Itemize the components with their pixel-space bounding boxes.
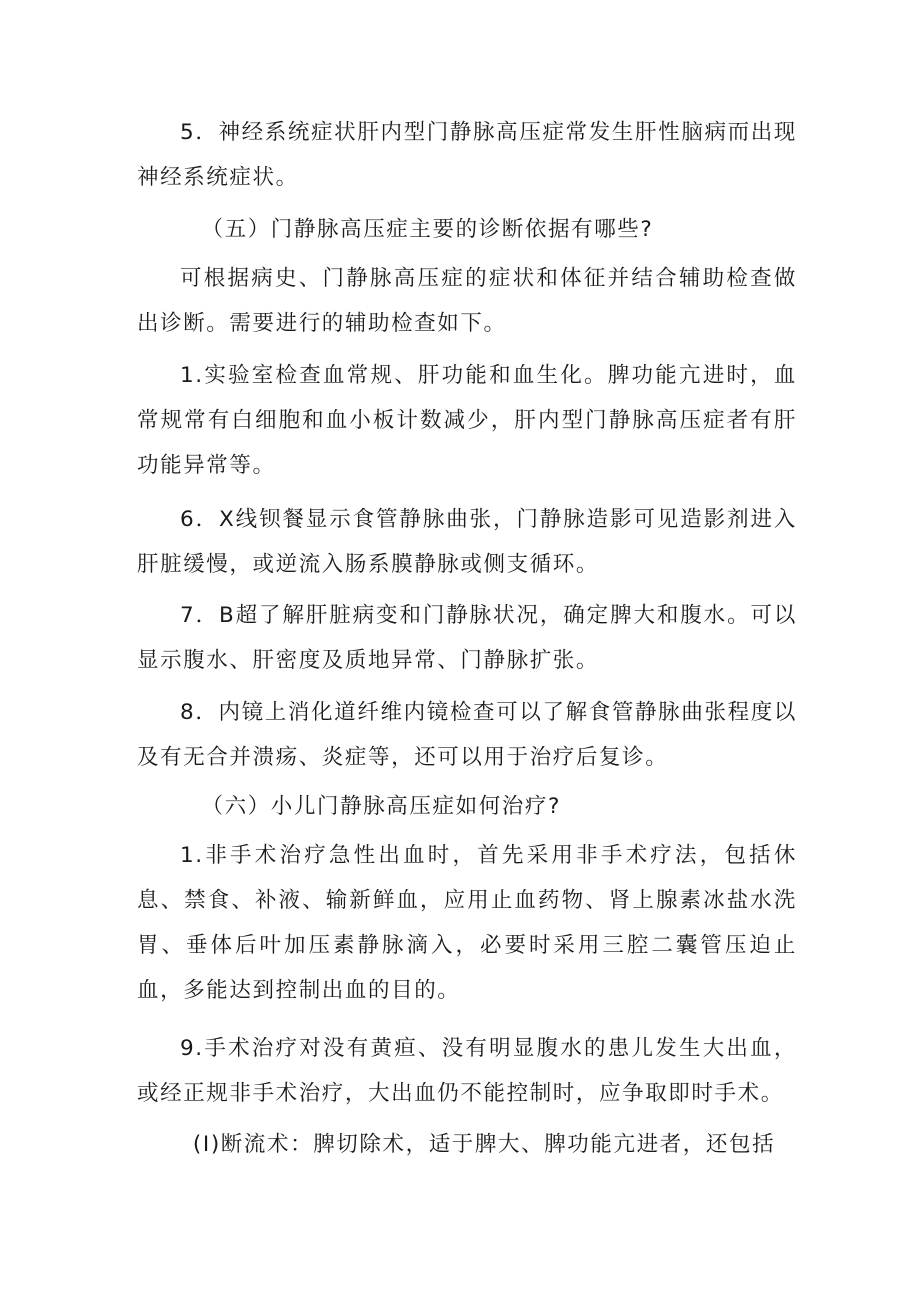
- paragraph-surgical: 9.手术治疗对没有黄疸、没有明显腹水的患儿发生大出血，或经正规非手术治疗，大出血仍不能控制时，应争取即时手术。: [137, 1036, 797, 1106]
- paragraph-ultrasound: 7．B超了解肝脏病变和门静脉状况，确定脾大和腹水。可以显示腹水、肝密度及质地异常、门静脉扩张。: [137, 603, 797, 673]
- section-heading-treatment: （六）小儿门静脉高压症如何治疗?: [201, 794, 562, 819]
- paragraph-devascularization: (I)断流术：脾切除术，适于脾大、脾功能亢进者，还包括: [192, 1132, 776, 1157]
- paragraph-endoscopy: 8．内镜上消化道纤维内镜检查可以了解食管静脉曲张程度以及有无合并溃疡、炎症等，还可以用于治疗后复诊。: [137, 700, 797, 770]
- paragraph-diagnosis-intro: 可根据病史、门静脉高压症的症状和体征并结合辅助检查做出诊断。需要进行的辅助检查如下。: [137, 266, 797, 336]
- section-heading-diagnosis: （五）门静脉高压症主要的诊断依据有哪些?: [201, 217, 654, 242]
- paragraph-neuro-symptoms: 5．神经系统症状肝内型门静脉高压症常发生肝性脑病而出现神经系统症状。: [137, 120, 797, 190]
- paragraph-nonsurgical: 1.非手术治疗急性出血时，首先采用非手术疗法，包括休息、禁食、补液、输新鲜血，应用止血药物、肾上腺素冰盐水洗胃、垂体后叶加压素静脉滴入，必要时采用三腔二囊管压迫止血，多能达到控制出血的目的。: [137, 843, 797, 1003]
- paragraph-lab-tests: 1.实验室检查血常规、肝功能和血生化。脾功能亢进时，血常规常有白细胞和血小板计数减少，肝内型门静脉高压症者有肝功能异常等。: [137, 363, 797, 478]
- paragraph-xray: 6．X线钡餐显示食管静脉曲张，门静脉造影可见造影剂进入肝脏缓慢，或逆流入肠系膜静脉或侧支循环。: [137, 507, 797, 577]
